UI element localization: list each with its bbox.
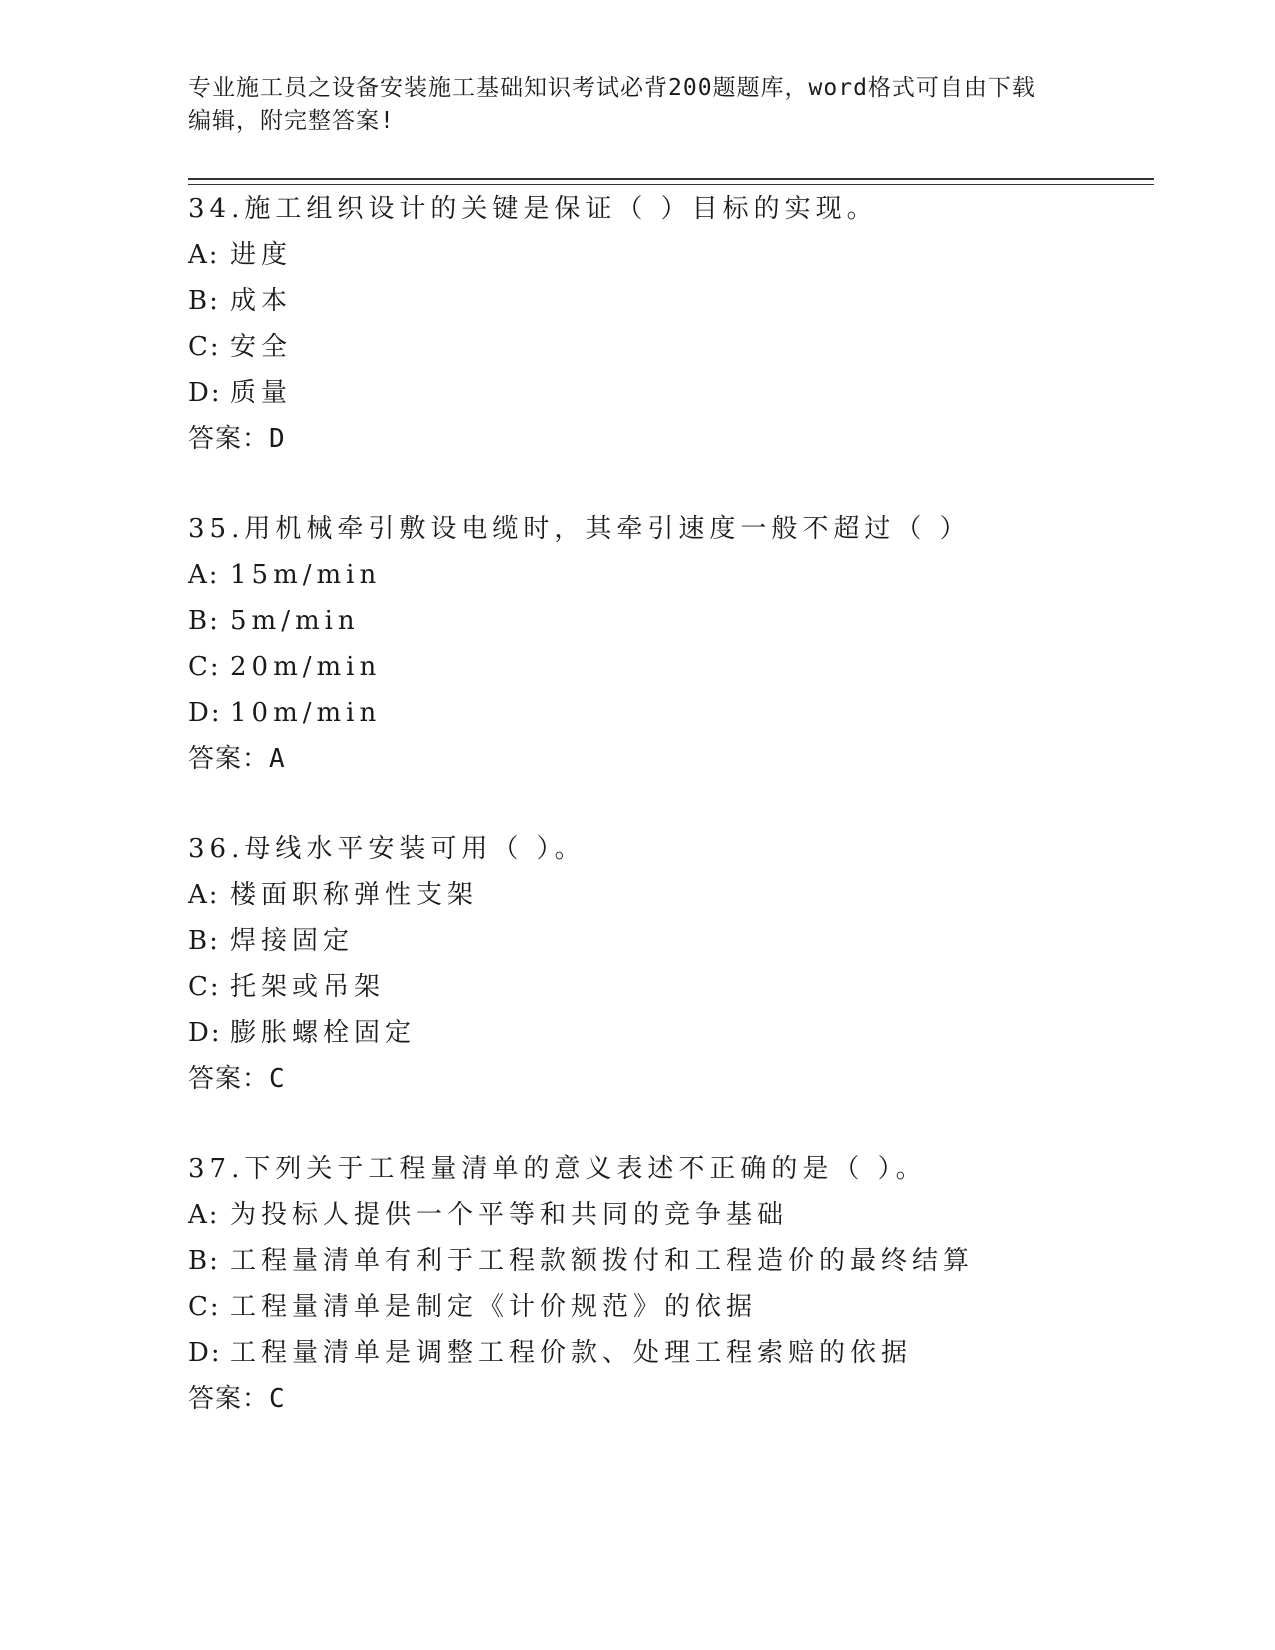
option-text: 工程量清单有利于工程款额拨付和工程造价的最终结算: [230, 1246, 975, 1276]
option-text: 10m/min: [230, 698, 382, 728]
option-letter: B:: [188, 286, 220, 316]
option-c: [188, 1284, 1188, 1330]
option-b: [188, 278, 1188, 324]
option-letter: A:: [188, 240, 220, 270]
question-35: [188, 506, 1188, 782]
option-text: 焊接固定: [230, 926, 355, 956]
option-letter: A:: [188, 560, 220, 590]
header-divider-top: [188, 178, 1154, 180]
option-d: [188, 1330, 1188, 1376]
option-d: [188, 1010, 1188, 1056]
option-text: 楼面职称弹性支架: [230, 880, 479, 910]
option-letter: D:: [188, 698, 222, 728]
option-letter: B:: [188, 606, 220, 636]
option-d: [188, 370, 1188, 416]
option-c: [188, 644, 1188, 690]
option-letter: D:: [188, 1338, 222, 1368]
header-divider-bottom: [188, 184, 1154, 185]
option-letter: C:: [188, 652, 221, 682]
document-header: [188, 72, 1088, 138]
option-text: 15m/min: [230, 560, 382, 590]
option-text: 20m/min: [230, 652, 382, 682]
option-c: [188, 964, 1188, 1010]
option-letter: C:: [188, 972, 221, 1002]
option-text: 工程量清单是调整工程价款、处理工程索赔的依据: [230, 1338, 913, 1368]
option-c: [188, 324, 1188, 370]
option-d: [188, 690, 1188, 736]
header-line-2: 编辑，附完整答案!: [188, 108, 395, 134]
option-a: [188, 232, 1188, 278]
option-text: 膨胀螺栓固定: [230, 1018, 417, 1048]
option-letter: C:: [188, 1292, 221, 1322]
option-a: [188, 872, 1188, 918]
option-b: [188, 1238, 1188, 1284]
header-line-1: 专业施工员之设备安装施工基础知识考试必背200题题库，word格式可自由下载: [188, 75, 1036, 101]
option-text: 为投标人提供一个平等和共同的竞争基础: [230, 1200, 789, 1230]
option-text: 安全: [230, 332, 293, 362]
option-letter: C:: [188, 332, 221, 362]
option-text: 5m/min: [230, 606, 360, 636]
option-text: 质量: [230, 378, 293, 408]
question-37: [188, 1146, 1188, 1422]
option-letter: A:: [188, 880, 220, 910]
option-letter: B:: [188, 1246, 220, 1276]
option-letter: A:: [188, 1200, 220, 1230]
answer-label: 答案：D: [188, 424, 286, 454]
option-letter: D:: [188, 1018, 222, 1048]
answer-label: 答案：C: [188, 1064, 286, 1094]
question-text: 34.施工组织设计的关键是保证（ ）目标的实现。: [188, 194, 878, 224]
option-a: [188, 1192, 1188, 1238]
option-letter: D:: [188, 378, 222, 408]
option-b: [188, 598, 1188, 644]
option-letter: B:: [188, 926, 220, 956]
question-text: 37.下列关于工程量清单的意义表述不正确的是（ ）。: [188, 1154, 927, 1184]
option-text: 进度: [230, 240, 293, 270]
option-text: 成本: [230, 286, 293, 316]
option-text: 托架或吊架: [230, 972, 386, 1002]
answer-label: 答案：C: [188, 1384, 286, 1414]
option-a: [188, 552, 1188, 598]
question-36: [188, 826, 1188, 1102]
question-34: [188, 186, 1188, 462]
option-text: 工程量清单是制定《计价规范》的依据: [230, 1292, 758, 1322]
question-text: 36.母线水平安装可用（ ）。: [188, 834, 586, 864]
answer-label: 答案：A: [188, 744, 286, 774]
question-text: 35.用机械牵引敷设电缆时，其牵引速度一般不超过（ ）: [188, 514, 971, 544]
option-b: [188, 918, 1188, 964]
